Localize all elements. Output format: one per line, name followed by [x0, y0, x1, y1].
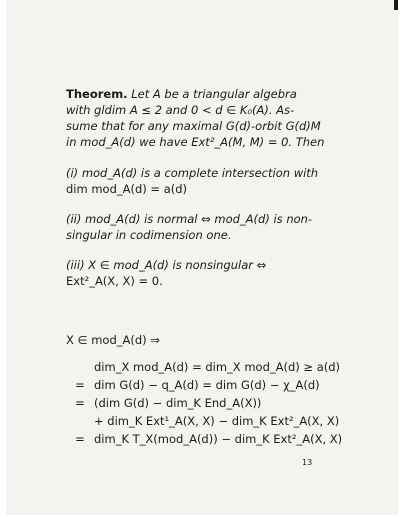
- page: [6, 0, 398, 515]
- derivation-line-1: [66, 359, 340, 375]
- derivation-text-1: dim_X mod_A(d) = dim_X mod_A(d) ≥ a(d): [94, 360, 341, 374]
- derivation-lhs-3: =: [75, 396, 85, 410]
- item-iii-line-2: Ext²_A(X, X) = 0.: [66, 274, 163, 288]
- item-i-line-1: (i) mod_A(d) is a complete intersection with: [66, 166, 319, 180]
- derivation-header: X ∈ mod_A(d) ⇒: [66, 333, 160, 347]
- derivation-lhs-5: =: [75, 432, 85, 446]
- derivation-text-5: dim_K T_X(mod_A(d)) − dim_K Ext²_A(X, X): [94, 432, 343, 446]
- item-ii-line-1: (ii) mod_A(d) is normal ⇔ mod_A(d) is non-: [66, 212, 313, 226]
- item-ii-line-2: singular in codimension one.: [66, 228, 232, 242]
- derivation-text-3: (dim G(d) − dim_K End_A(X)): [94, 396, 262, 410]
- derivation-text-4: + dim_K Ext¹_A(X, X) − dim_K Ext²_A(X, X): [94, 414, 340, 428]
- item-i-line-2: dim mod_A(d) = a(d): [66, 182, 188, 196]
- derivation-line-3: [66, 395, 261, 411]
- item-iii-line-1: (iii) X ∈ mod_A(d) is nonsingular ⇔: [66, 258, 267, 272]
- theorem-label: Theorem.: [66, 87, 128, 101]
- theorem-line-4: in mod_A(d) we have Ext²_A(M, M) = 0. Then: [66, 135, 325, 149]
- page-corner-mark: [394, 0, 398, 10]
- derivation-line-4: [66, 413, 339, 429]
- derivation-line-2: [66, 377, 320, 393]
- derivation-text-2: dim G(d) − q_A(d) = dim G(d) − χ_A(d): [94, 378, 320, 392]
- theorem-line-2: with gldim A ≤ 2 and 0 < d ∈ K₀(A). As-: [66, 103, 295, 117]
- theorem-text-1: Let A be a triangular algebra: [131, 87, 297, 101]
- theorem-line-1: [66, 86, 338, 102]
- derivation-line-5: [66, 431, 342, 447]
- page-number: 13: [302, 458, 313, 467]
- theorem-line-3: sume that for any maximal G(d)-orbit G(d)M: [66, 119, 321, 133]
- derivation-lhs-2: =: [75, 378, 85, 392]
